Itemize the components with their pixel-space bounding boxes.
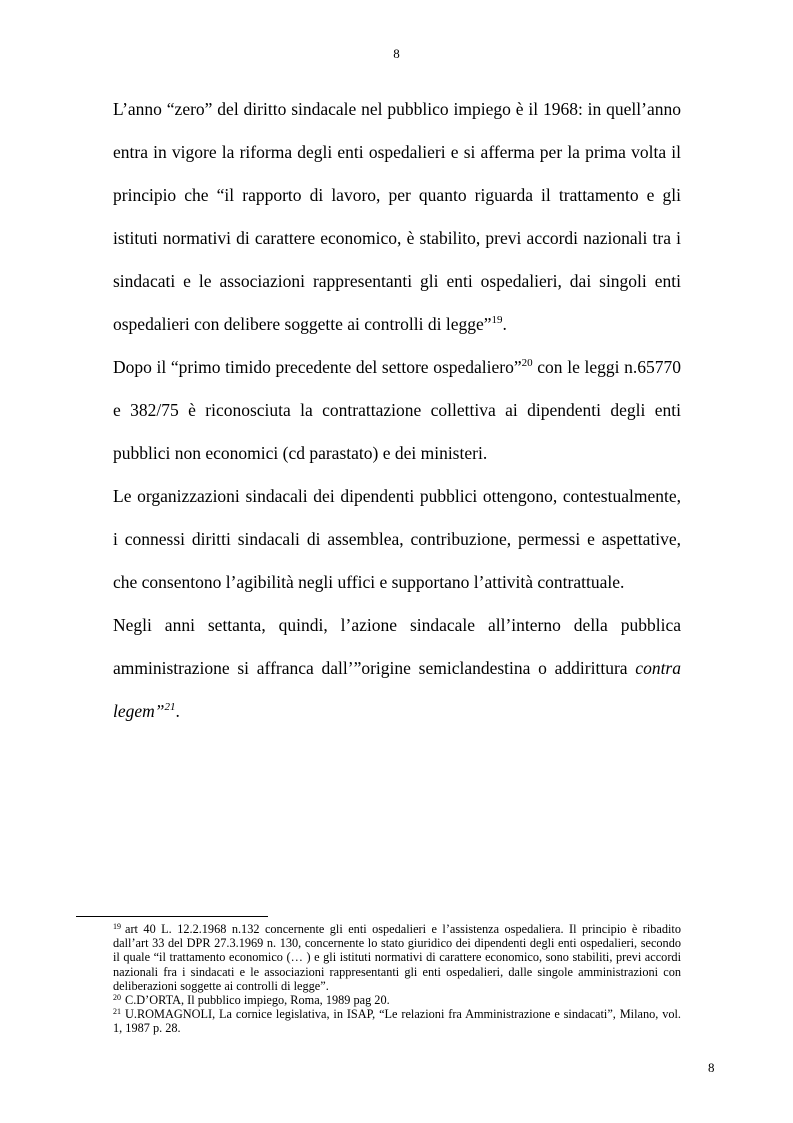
paragraph-2-text-b: con le leggi n.65770 e 382/75 è riconosciuta la contrattazione collettiva ai dipendenti degli enti pubblici non economici (cd parastato) e dei ministeri. xyxy=(113,357,681,463)
paragraph-4-end: . xyxy=(175,701,180,721)
paragraph-4-italic-text: contra legem” xyxy=(113,658,681,721)
paragraph-1-end: . xyxy=(502,314,507,334)
footnotes xyxy=(113,922,681,1036)
paragraph-1-text: L’anno “zero” del diritto sindacale nel pubblico impiego è il 1968: in quell’anno entra in vigore la riforma degli enti ospedalieri e si afferma per la prima volta il principio che “il rapporto di lavoro, per quanto riguarda il trattamento e gli istituti normativi di carattere economico, è stabilito, previ accordi nazionali tra i sindacati e le associazioni rappresentanti gli enti ospedalieri, dai singoli enti ospedalieri con delibere soggette ai controlli di legge” xyxy=(113,99,681,334)
footnote-number: 20 xyxy=(113,993,121,1003)
main-text xyxy=(113,88,681,733)
paragraph-4 xyxy=(113,604,681,733)
paragraph-2-text-a: Dopo il “primo timido precedente del settore ospedaliero” xyxy=(113,357,522,377)
footnote-ref-19[interactable]: 19 xyxy=(491,314,503,326)
paragraph-3-text: Le organizzazioni sindacali dei dipendenti pubblici ottengono, contestualmente, i connessi diritti sindacali di assemblea, contribuzione, permessi e aspettative, che consentono l’agibilità negli uffici e supportano l’attività contrattuale. xyxy=(113,486,681,592)
footnote-text: C.D’ORTA, Il pubblico impiego, Roma, 1989 pag 20. xyxy=(125,993,390,1008)
paragraph-4-text: Negli anni settanta, quindi, l’azione sindacale all’interno della pubblica amministrazione si affranca dall’”origine semiclandestina o addirittura xyxy=(113,615,681,678)
footnote-number: 19 xyxy=(113,922,121,931)
footnote-ref-20[interactable]: 20 xyxy=(521,357,533,369)
paragraph-1 xyxy=(113,88,681,346)
paragraph-2 xyxy=(113,346,681,475)
footnote-text: art 40 L. 12.2.1968 n.132 concernente gli enti ospedalieri e l’assistenza ospedaliera. Il principio è ribadito dall’art 33 del DPR 27.3.1969 n. 130, concernente lo stato giuridico dei dipendenti degli enti ospedalieri, secondo il quale “il trattamento economico (… ) e gli istituti normativi di carattere economico, sono stabiliti, previ accordi nazionali fra i sindacati e le associazioni rappresentanti gli enti ospedalieri, dalle singole amministrazioni con deliberazioni soggette ai controlli di legge”. xyxy=(113,922,681,993)
footnote-19 xyxy=(113,922,681,993)
footer-page-number: 8 xyxy=(708,1060,715,1075)
header-page-number: 8 xyxy=(393,46,400,61)
paragraph-3 xyxy=(113,475,681,604)
footnote-20 xyxy=(113,993,681,1007)
footnote-number: 21 xyxy=(113,1007,121,1017)
footnote-21 xyxy=(113,1007,681,1035)
footnote-text: U.ROMAGNOLI, La cornice legislativa, in ISAP, “Le relazioni fra Amministrazione e sindacati”, Milano, vol. 1, 1987 p. 28. xyxy=(113,1007,681,1036)
footnote-ref-21[interactable]: 21 xyxy=(164,701,176,713)
footnote-separator xyxy=(76,916,268,917)
